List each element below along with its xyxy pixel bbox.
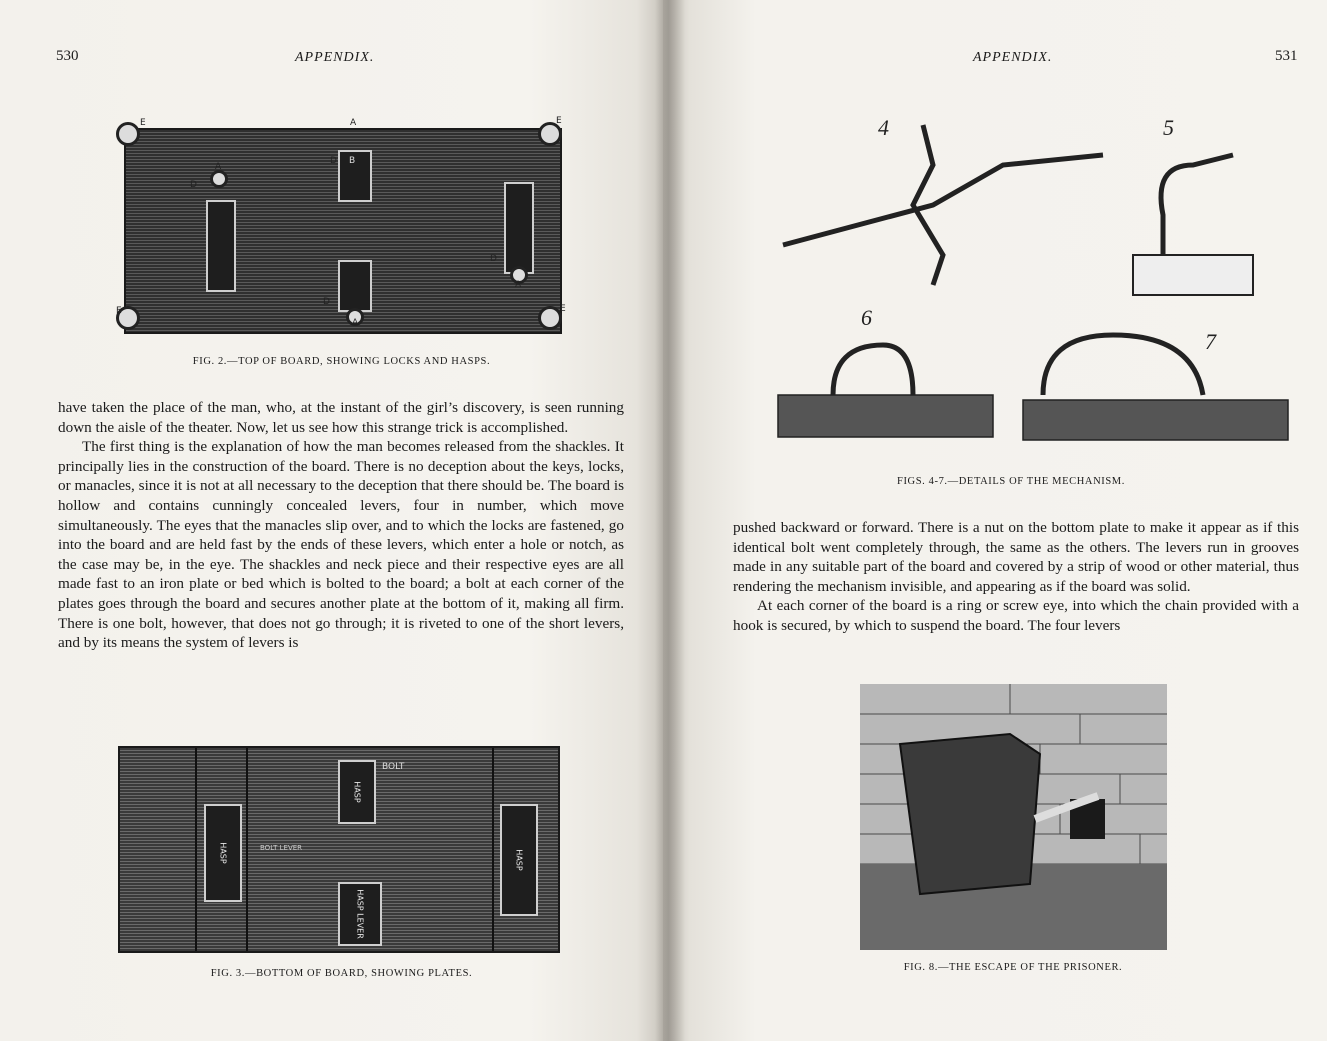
label-a: A — [352, 318, 359, 328]
paragraph: At each corner of the board is a ring or screw eye, into which the chain provided with a hook is secured, by which to suspend the board. The four levers — [733, 597, 1299, 634]
label-d: D — [323, 297, 330, 307]
label-e: E — [140, 118, 146, 128]
hasp-plate: HASP — [338, 760, 376, 824]
paragraph: have taken the place of the man, who, at the instant of the girl’s discovery, is seen running down the aisle of the theater. Now, let us see how this strange trick is accomplished. — [58, 399, 624, 436]
paragraph: The first thing is the explanation of how the man becomes released from the shackles. It principally lies in the construction of the board. There is no deception about the keys, locks, or manacles, since it is not at all necessary to the deception that there should be. The board is hollow and contains cunningly concealed levers, four in number, which move simultaneously. The eyes that the manacles slip over, and to which the locks are fastened, go into the board and are held fast by the ends of these levers, which enter a hole or notch, as the case may be, in the eye. The shackles and neck piece and their respective eyes are all made fast to an iron plate or bed which is bolted to the board; a bolt at each corner of the plates goes through the board and secures another plate at the bottom of it, making all firm. There is one bolt, however, that does not go through; it is riveted to one of the short levers, and by its means the system of levers is — [58, 438, 624, 652]
figure-number: 7 — [1205, 329, 1216, 354]
right-page — [663, 0, 1327, 1041]
figures-4-7-mechanism — [773, 105, 1303, 475]
running-head-left: APPENDIX. — [295, 50, 375, 65]
mechanism-drawing — [773, 105, 1303, 475]
figure-number: 6 — [861, 305, 872, 330]
plate — [206, 200, 236, 292]
figure-8-caption: FIG. 8.—THE ESCAPE OF THE PRISONER. — [903, 962, 1123, 973]
plate — [504, 182, 534, 274]
body-text-right — [733, 518, 1299, 636]
label-d: D — [490, 254, 497, 264]
label-d: D — [330, 156, 337, 166]
running-head-right: APPENDIX. — [973, 50, 1053, 65]
corner-ring — [116, 122, 140, 146]
figure-3-caption: FIG. 3.—BOTTOM OF BOARD, SHOWING PLATES. — [210, 968, 473, 979]
corner-ring — [538, 306, 562, 330]
left-page — [0, 0, 663, 1041]
label-d: D — [190, 180, 197, 190]
figure-number: 5 — [1163, 115, 1174, 140]
hasp-plate: HASP — [500, 804, 538, 916]
body-text-left — [58, 398, 624, 653]
escape-drawing — [860, 684, 1167, 950]
board-top-illustration — [124, 128, 562, 334]
paragraph: pushed backward or forward. There is a nut on the bottom plate to make it appear as if this identical bolt went completely through, the same as the others. The levers run in grooves made in any suitable part of the board and covered by a strip of wood or other material, thus rendering the mechanism invisible, and appearing as if the board was solid. — [733, 519, 1299, 595]
label-a: A — [350, 118, 357, 128]
board-bottom-illustration — [118, 746, 560, 953]
hasp-lever-plate: HASP LEVER — [338, 882, 382, 946]
page-number-right: 531 — [1275, 48, 1298, 64]
book-gutter — [655, 0, 685, 1041]
plate — [338, 260, 372, 312]
bolt-lever-label: BOLT LEVER — [260, 844, 303, 852]
label-e: E — [116, 306, 122, 316]
label-a: A — [515, 280, 522, 290]
hasp-plate: HASP — [204, 804, 242, 902]
figure-2-caption: FIG. 2.—TOP OF BOARD, SHOWING LOCKS AND HASPS. — [192, 356, 491, 367]
label-e: E — [556, 116, 562, 126]
label-b: B — [349, 156, 356, 166]
figures-4-7-caption: FIGS. 4-7.—DETAILS OF THE MECHANISM. — [897, 476, 1125, 487]
label-a: A — [215, 162, 222, 172]
figure-number: 4 — [878, 115, 889, 140]
figure-8-escape — [860, 684, 1167, 950]
label-e: E — [560, 304, 566, 314]
page-number-left: 530 — [56, 48, 79, 64]
bolt-label: BOLT — [382, 762, 405, 772]
lock-ring — [210, 170, 228, 188]
